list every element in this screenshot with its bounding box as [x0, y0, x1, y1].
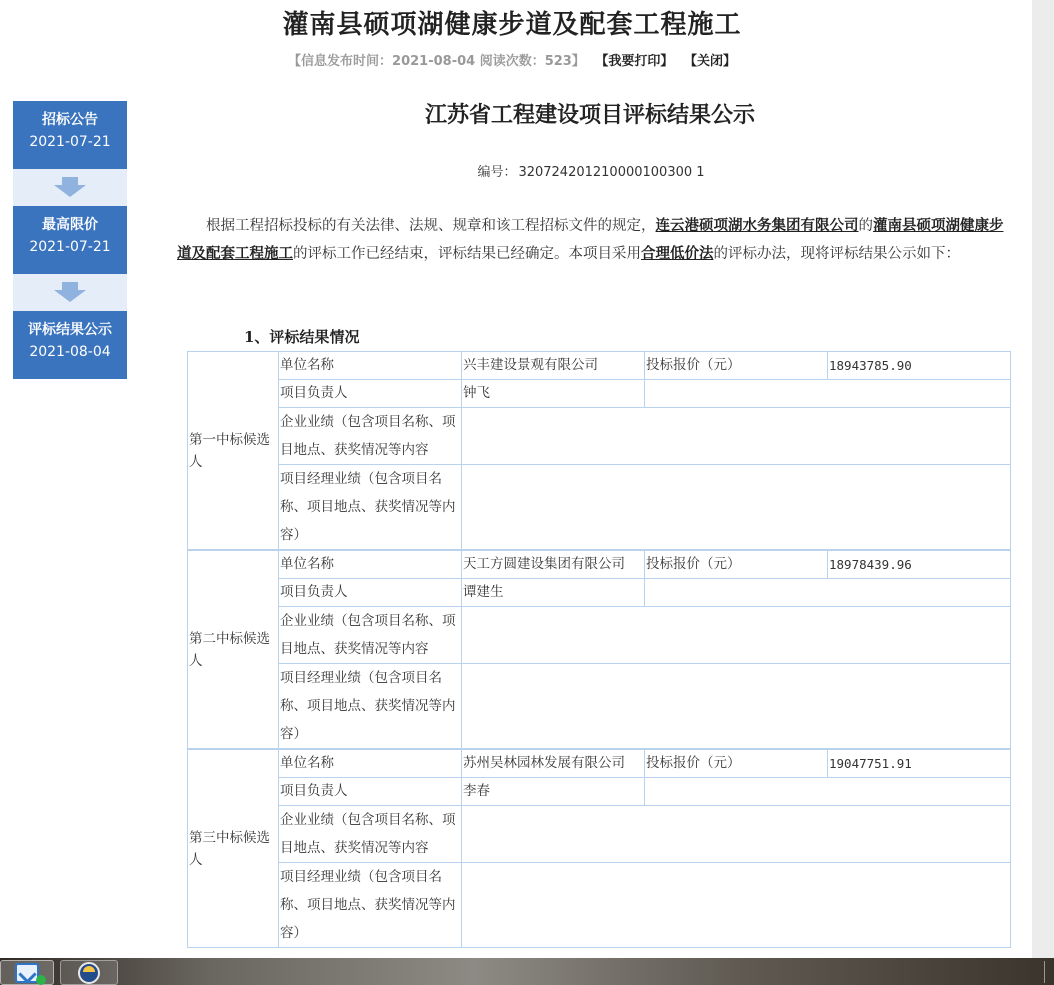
company-performance — [462, 408, 1011, 465]
intro-paragraph — [177, 212, 1005, 268]
close-link[interactable]: 【关闭】 — [683, 54, 736, 69]
table-row — [188, 664, 1011, 750]
timeline-step-tender-notice[interactable] — [13, 101, 127, 169]
cell-label: 项目负责人 — [279, 778, 462, 806]
bid-price: 18978439.96 — [828, 550, 1011, 579]
cell-label: 单位名称 — [279, 550, 462, 579]
empty-cell — [645, 579, 1011, 607]
show-desktop-button[interactable] — [1044, 961, 1050, 983]
checkmark-app-icon — [15, 963, 39, 983]
candidate-rank: 第三中标候选人 — [188, 749, 279, 948]
company-performance — [462, 806, 1011, 863]
table-row — [188, 579, 1011, 607]
manager-name: 钟飞 — [462, 380, 645, 408]
print-link[interactable]: 【我要打印】 — [595, 54, 674, 69]
cell-label: 单位名称 — [279, 352, 462, 380]
cell-label: 项目经理业绩（包含项目名称、项目地点、获奖情况等内容） — [279, 465, 462, 551]
intro-text: 的 — [858, 218, 873, 234]
company-name: 兴丰建设景观有限公司 — [462, 352, 645, 380]
article-meta — [0, 50, 1024, 69]
bid-price: 19047751.91 — [828, 749, 1011, 778]
document-number-value: 320724201210000100300 1 — [518, 165, 705, 180]
manager-performance — [462, 664, 1011, 750]
evaluation-method: 合理低价法 — [641, 246, 714, 262]
process-timeline — [13, 101, 127, 379]
cell-label: 项目负责人 — [279, 579, 462, 607]
manager-performance — [462, 465, 1011, 551]
timeline-step-date: 2021-07-21 — [29, 134, 111, 150]
table-row — [188, 607, 1011, 664]
results-table — [187, 351, 1011, 948]
timeline-step-label: 招标公告 — [42, 112, 98, 128]
cell-label: 投标报价（元） — [645, 352, 828, 380]
cell-label: 企业业绩（包含项目名称、项目地点、获奖情况等内容 — [279, 408, 462, 465]
helmet-app-icon — [78, 962, 100, 984]
document-title: 江苏省工程建设项目评标结果公示 — [424, 102, 755, 128]
publish-info: 【信息发布时间：2021-08-04 阅读次数：523】 — [288, 54, 585, 69]
owner-name: 连云港硕项湖水务集团有限公司 — [655, 218, 859, 234]
candidate-rank: 第二中标候选人 — [188, 550, 279, 749]
intro-text: 的评标办法，现将评标结果公示如下： — [713, 246, 960, 262]
table-row — [188, 465, 1011, 551]
cell-label: 项目负责人 — [279, 380, 462, 408]
cell-label: 企业业绩（包含项目名称、项目地点、获奖情况等内容 — [279, 607, 462, 664]
down-arrow-icon — [13, 169, 127, 206]
intro-text: 根据工程招标投标的有关法律、法规、规章和该工程招标文件的规定， — [206, 218, 656, 234]
section-heading: 1、评标结果情况 — [244, 328, 360, 346]
timeline-step-max-price[interactable] — [13, 206, 127, 274]
company-name: 苏州吴林园林发展有限公司 — [462, 749, 645, 778]
empty-cell — [645, 380, 1011, 408]
down-arrow-icon — [13, 274, 127, 311]
project-name: 灌南县硕项湖健康步道及配套工程施工 — [177, 218, 1004, 262]
timeline-step-label: 评标结果公示 — [28, 322, 112, 338]
company-name: 天工方圆建设集团有限公司 — [462, 550, 645, 579]
manager-name: 谭建生 — [462, 579, 645, 607]
manager-performance — [462, 863, 1011, 948]
table-row — [188, 408, 1011, 465]
timeline-step-label: 最高限价 — [42, 217, 98, 233]
taskbar — [0, 958, 1054, 985]
cell-label: 投标报价（元） — [645, 749, 828, 778]
bid-price: 18943785.90 — [828, 352, 1011, 380]
table-row — [188, 380, 1011, 408]
table-row — [188, 806, 1011, 863]
company-performance — [462, 607, 1011, 664]
table-row — [188, 863, 1011, 948]
cell-label: 企业业绩（包含项目名称、项目地点、获奖情况等内容 — [279, 806, 462, 863]
candidate-rank: 第一中标候选人 — [188, 352, 279, 551]
timeline-step-date: 2021-08-04 — [29, 344, 111, 360]
intro-text: 的评标工作已经结束，评标结果已经确定。本项目采用 — [293, 246, 641, 262]
table-row — [188, 550, 1011, 579]
page-title: 灌南县硕项湖健康步道及配套工程施工 — [282, 10, 742, 40]
table-row — [188, 352, 1011, 380]
timeline-step-evaluation-result[interactable] — [13, 311, 127, 379]
document-number-label: 编号： — [477, 165, 517, 180]
table-row — [188, 749, 1011, 778]
timeline-step-date: 2021-07-21 — [29, 239, 111, 255]
page-scroll-gutter — [1032, 0, 1054, 958]
cell-label: 单位名称 — [279, 749, 462, 778]
cell-label: 项目经理业绩（包含项目名称、项目地点、获奖情况等内容） — [279, 664, 462, 750]
empty-cell — [645, 778, 1011, 806]
document-number — [160, 161, 1020, 180]
table-row — [188, 778, 1011, 806]
cell-label: 投标报价（元） — [645, 550, 828, 579]
manager-name: 李春 — [462, 778, 645, 806]
cell-label: 项目经理业绩（包含项目名称、项目地点、获奖情况等内容） — [279, 863, 462, 948]
